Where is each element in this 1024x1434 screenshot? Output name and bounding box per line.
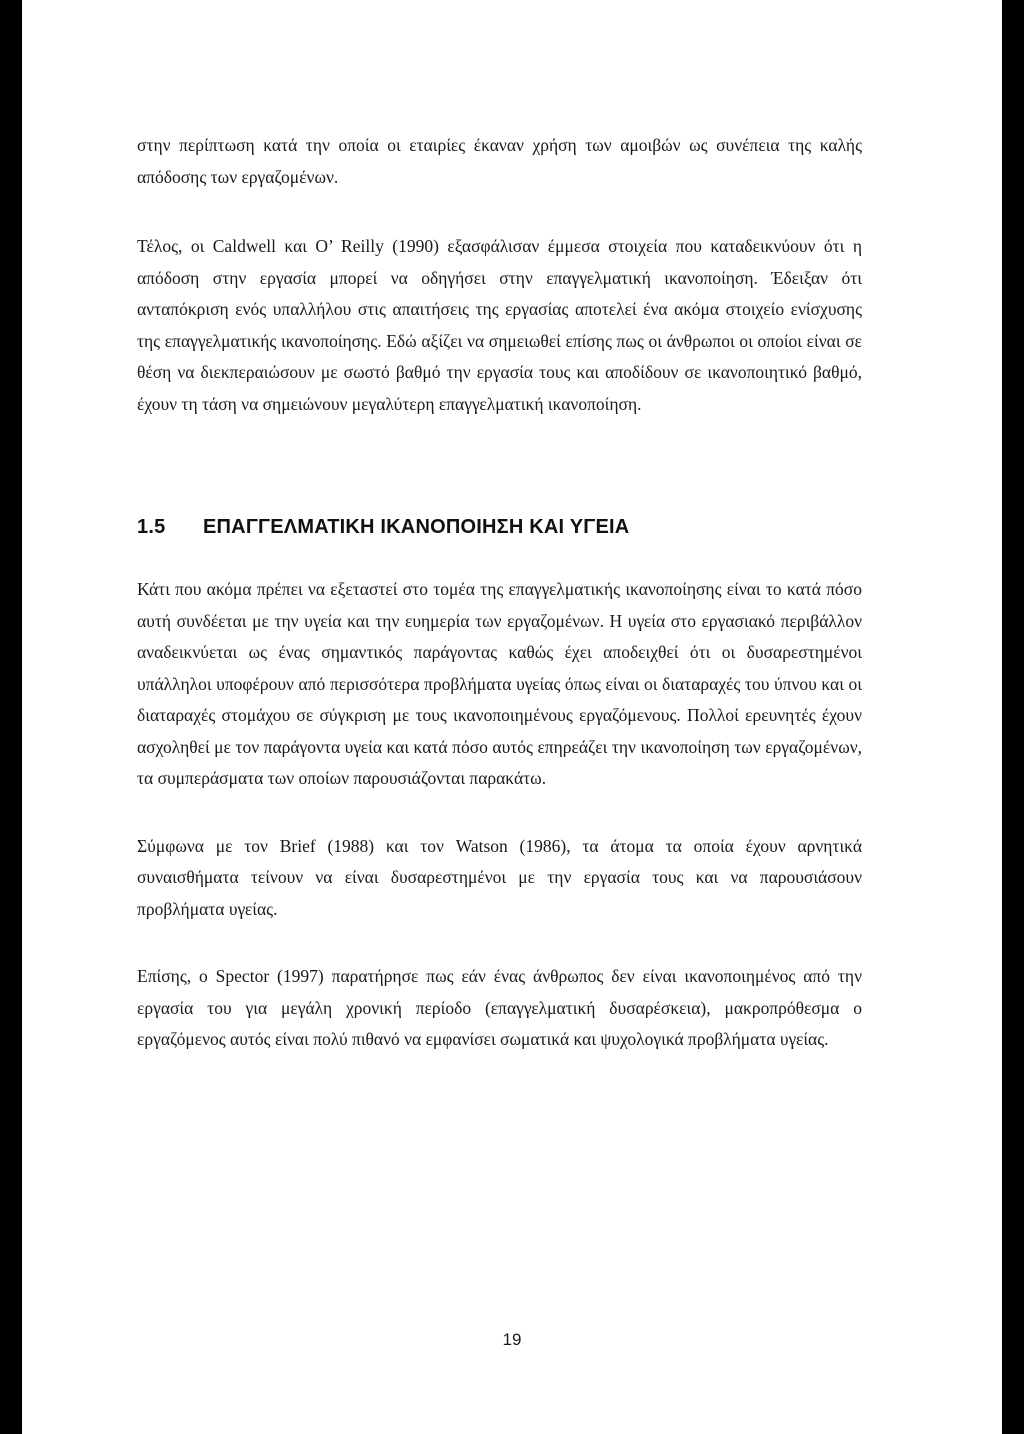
- paragraph-brief-watson: Σύμφωνα με τον Brief (1988) και τον Watson (1986), τα άτομα τα οποία έχουν αρνητικά συναισθήματα τείνουν να είναι δυσαρεστημένοι με την εργασία τους και να παρουσιάσουν προβλήματα υγείας.: [137, 835, 862, 919]
- paragraph-health-intro: Κάτι που ακόμα πρέπει να εξεταστεί στο τομέα της επαγγελματικής ικανοποίησης είναι το κατά πόσο αυτή συνδέεται με την υγεία και την ευημερία των εργαζομένων. Η υγεία στο εργασιακό περιβάλλον αναδεικνύεται ως ένας σημαντικός παράγοντας καθώς έχει αποδειχθεί ότι οι δυσαρεστημένοι υπάλληλοι υποφέρουν από περισσότερα προβλήματα υγείας όπως είναι οι διαταραχές του ύπνου και οι διαταραχές στομάχου σε σύγκριση με τους ικανοποιημένους εργαζόμενους. Πολλοί ερευνητές έχουν ασχοληθεί με τον παράγοντα υγεία και κατά πόσο αυτός επηρεάζει την ικανοποίηση των εργαζομένων, τα συμπεράσματα των οποίων παρουσιάζονται παρακάτω.: [137, 579, 862, 788]
- page-body: [137, 130, 862, 1056]
- section-heading: [137, 514, 862, 540]
- paragraph-continuation: στην περίπτωση κατά την οποία οι εταιρίες έκαναν χρήση των αμοιβών ως συνέπεια της καλής απόδοσης των εργαζομένων.: [137, 135, 862, 187]
- paragraph-spector: Επίσης, ο Spector (1997) παρατήρησε πως εάν ένας άνθρωπος δεν είναι ικανοποιημένος από την εργασία του για μεγάλη χρονική περίοδο (επαγγελματική δυσαρέσκεια), μακροπρόθεσμα ο εργαζόμενος αυτός είναι πολύ πιθανό να εμφανίσει σωματικά και ψυχολογικά προβλήματα υγείας.: [137, 966, 862, 1049]
- document-page: [22, 0, 1002, 1434]
- paragraph-caldwell-oreilly: Τέλος, οι Caldwell και Ο’ Reilly (1990) εξασφάλισαν έμμεσα στοιχεία που καταδεικνύουν ότι η απόδοση στην εργασία μπορεί να οδηγήσει στην επαγγελματική ικανοποίηση. Έδειξαν ότι ανταπόκριση ενός υπαλλήλου στις απαιτήσεις της εργασίας αποτελεί ένα ακόμα στοιχείο ενίσχυσης της επαγγελματικής ικανοποίησης. Εδώ αξίζει να σημειωθεί επίσης πως οι άνθρωποι οι οποίοι είναι σε θέση να διεκπεραιώσουν με σωστό βαθμό την εργασία τους και αποδίδουν σε ικανοποιητικό βαθμό, έχουν τη τάση να σημειώνουν μεγαλύτερη επαγγελματική ικανοποίηση.: [137, 236, 862, 414]
- page-number: 19: [502, 1330, 522, 1349]
- section-title: ΕΠΑΓΓΕΛΜΑΤΙΚΗ ΙΚΑΝΟΠΟΙΗΣΗ ΚΑΙ ΥΓΕΙΑ: [203, 516, 630, 538]
- section-number: 1.5: [137, 516, 166, 538]
